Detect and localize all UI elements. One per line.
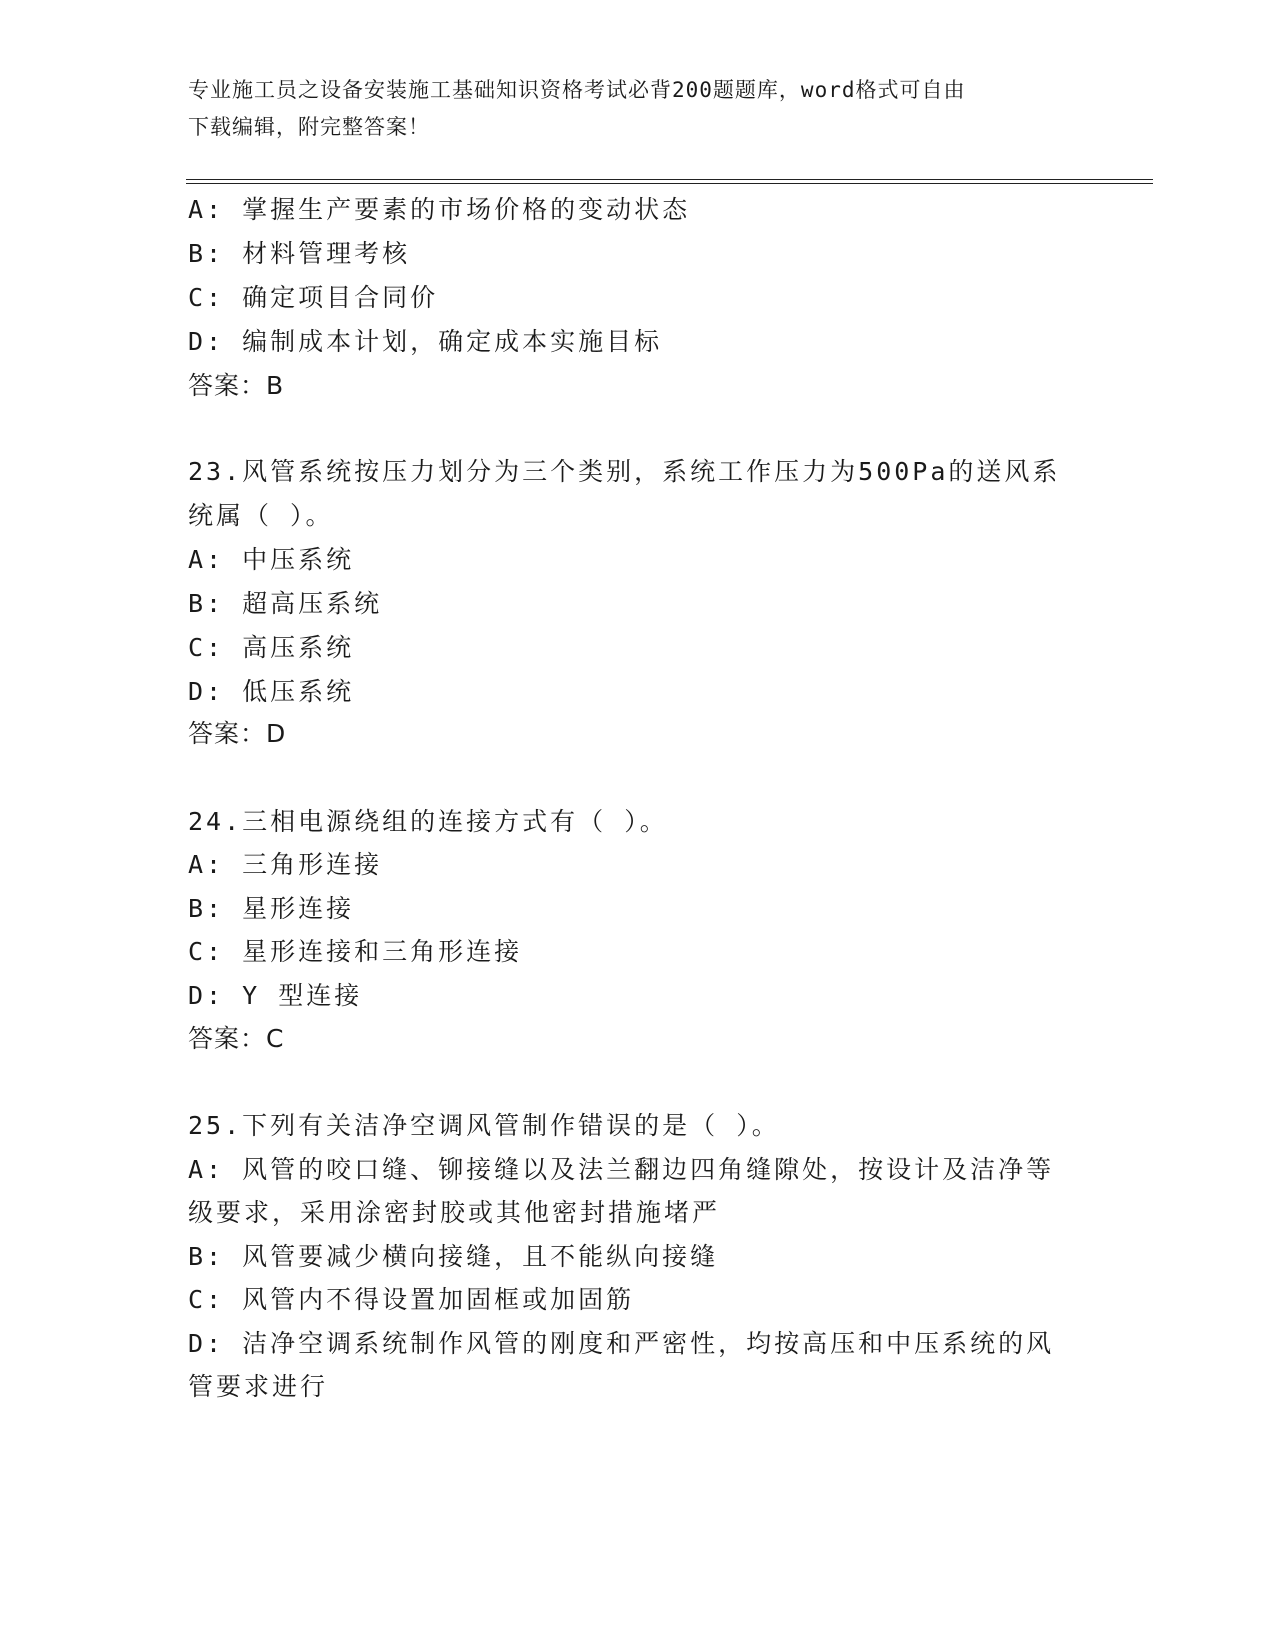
q24-stem: 24.三相电源绕组的连接方式有（ ）。 bbox=[188, 807, 668, 836]
q25-option-d-line-1: D: 洁净空调系统制作风管的刚度和严密性，均按高压和中压系统的风 bbox=[188, 1329, 1055, 1358]
q24-option-b: B: 星形连接 bbox=[188, 894, 355, 923]
q22-option-c: C: 确定项目合同价 bbox=[188, 283, 439, 312]
q22-option-d: D: 编制成本计划，确定成本实施目标 bbox=[188, 327, 663, 356]
q23-stem-line-2: 统属（ ）。 bbox=[188, 501, 334, 530]
q25-option-a-line-2: 级要求，采用涂密封胶或其他密封措施堵严 bbox=[188, 1198, 721, 1227]
q25-option-d-line-2: 管要求进行 bbox=[188, 1372, 329, 1401]
document-header bbox=[188, 72, 1088, 146]
q24-option-a: A: 三角形连接 bbox=[188, 850, 383, 879]
q23-answer: 答案：D bbox=[188, 719, 287, 748]
header-line-1: 专业施工员之设备安装施工基础知识资格考试必背200题题库，word格式可自由 bbox=[188, 78, 966, 102]
q24-option-c: C: 星形连接和三角形连接 bbox=[188, 937, 523, 966]
q22-option-b: B: 材料管理考核 bbox=[188, 239, 411, 268]
q25-option-c: C: 风管内不得设置加固框或加固筋 bbox=[188, 1285, 635, 1314]
q23-stem-line-1: 23.风管系统按压力划分为三个类别，系统工作压力为500Pa的送风系 bbox=[188, 457, 1061, 486]
q25-option-a-line-1: A: 风管的咬口缝、铆接缝以及法兰翻边四角缝隙处，按设计及洁净等 bbox=[188, 1155, 1055, 1184]
q22-option-a: A: 掌握生产要素的市场价格的变动状态 bbox=[188, 195, 691, 224]
header-divider-top bbox=[186, 179, 1153, 180]
q24-answer: 答案：C bbox=[188, 1024, 285, 1053]
q23-option-c: C: 高压系统 bbox=[188, 633, 355, 662]
q23-option-d: D: 低压系统 bbox=[188, 677, 355, 706]
q24-option-d: D: Y 型连接 bbox=[188, 981, 363, 1010]
header-line-2: 下载编辑，附完整答案！ bbox=[188, 115, 430, 139]
q23-option-b: B: 超高压系统 bbox=[188, 589, 383, 618]
q23-option-a: A: 中压系统 bbox=[188, 545, 355, 574]
header-divider-bottom bbox=[186, 183, 1153, 184]
q25-stem: 25.下列有关洁净空调风管制作错误的是（ ）。 bbox=[188, 1111, 780, 1140]
q22-answer: 答案：B bbox=[188, 371, 285, 400]
q25-option-b: B: 风管要减少横向接缝，且不能纵向接缝 bbox=[188, 1242, 719, 1271]
